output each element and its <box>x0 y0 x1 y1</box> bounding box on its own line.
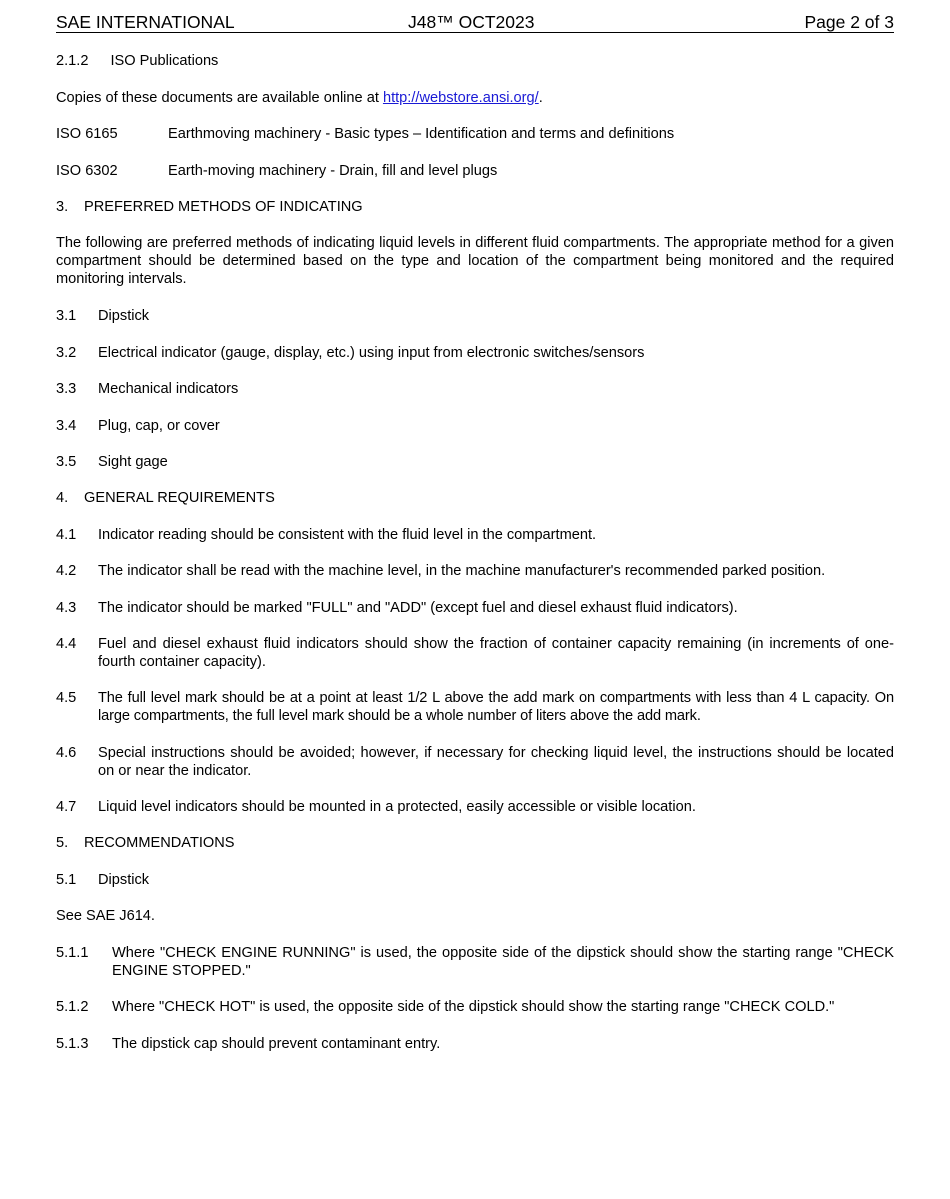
iso-description: Earth-moving machinery - Drain, fill and level plugs <box>168 163 498 179</box>
section-5-heading <box>56 834 894 852</box>
list-item <box>56 417 894 435</box>
list-item <box>56 526 894 544</box>
item-number: 4.3 <box>56 600 77 616</box>
section-title: PREFERRED METHODS OF INDICATING <box>84 199 363 215</box>
item-number: 3.5 <box>56 454 77 470</box>
item-text: Mechanical indicators <box>98 381 239 397</box>
header-org: SAE INTERNATIONAL <box>56 12 235 32</box>
list-item <box>56 1035 894 1053</box>
item-text: Sight gage <box>98 454 168 470</box>
item-text: Dipstick <box>98 872 150 888</box>
item-number: 5.1.3 <box>56 1036 89 1052</box>
iso-reference <box>56 125 894 143</box>
header-page-number: Page 2 of 3 <box>804 12 894 32</box>
section-number: 2.1.2 <box>56 53 89 69</box>
item-text: The full level mark should be at a point at least 1/2 L above the add mark on compartments with less than 4 L capacity. On large compartments, the full level mark should be a whole number of liters above the add mark. <box>98 690 894 724</box>
section-4-heading <box>56 489 894 507</box>
iso-description: Earthmoving machinery - Basic types – Identification and terms and definitions <box>168 126 675 142</box>
see-reference: See SAE J614. <box>56 908 155 924</box>
list-item <box>56 689 894 725</box>
list-item <box>56 744 894 780</box>
section-3-paragraph: The following are preferred methods of indicating liquid levels in different fluid compartments. The appropriate method for a given compartment should be determined based on the type and location of the compartment being monitored and the required monitoring intervals. <box>56 235 894 287</box>
list-item <box>56 307 894 325</box>
section-number: 5. <box>56 835 69 851</box>
list-item <box>56 599 894 617</box>
item-number: 4.5 <box>56 690 77 706</box>
item-text: The dipstick cap should prevent contaminant entry. <box>112 1036 441 1052</box>
item-number: 3.1 <box>56 308 77 324</box>
item-number: 4.6 <box>56 745 77 761</box>
list-item <box>56 562 894 580</box>
section-number: 4. <box>56 490 69 506</box>
section-2-1-2-heading <box>56 52 894 70</box>
item-number: 5.1 <box>56 872 77 888</box>
list-item <box>56 380 894 398</box>
list-item <box>56 635 894 671</box>
item-number: 5.1.2 <box>56 999 89 1015</box>
copies-period: . <box>538 90 543 106</box>
item-number: 3.4 <box>56 418 77 434</box>
section-3-heading <box>56 198 894 216</box>
iso-code: ISO 6165 <box>56 126 118 142</box>
copies-text: Copies of these documents are available online at <box>56 90 383 106</box>
iso-code: ISO 6302 <box>56 163 118 179</box>
list-item <box>56 871 894 889</box>
item-text: The indicator shall be read with the machine level, in the machine manufacturer's recommended parked position. <box>98 563 826 579</box>
item-text: The indicator should be marked "FULL" and "ADD" (except fuel and diesel exhaust fluid indicators). <box>98 600 738 616</box>
item-text: Fuel and diesel exhaust fluid indicators should show the fraction of container capacity remaining (in increments of one-fourth container capacity). <box>98 636 894 670</box>
list-item <box>56 944 894 980</box>
section-title: GENERAL REQUIREMENTS <box>84 490 275 506</box>
ansi-webstore-link[interactable]: http://webstore.ansi.org/ <box>382 90 539 106</box>
page-header <box>56 12 894 33</box>
item-number: 3.2 <box>56 345 77 361</box>
item-number: 4.2 <box>56 563 77 579</box>
item-number: 3.3 <box>56 381 77 397</box>
section-number: 3. <box>56 199 69 215</box>
list-item <box>56 453 894 471</box>
list-item <box>56 998 894 1016</box>
item-text: Indicator reading should be consistent with the fluid level in the compartment. <box>98 527 597 543</box>
item-text: Electrical indicator (gauge, display, etc.) using input from electronic switches/sensors <box>98 345 645 361</box>
section-title: ISO Publications <box>110 53 219 69</box>
copies-paragraph <box>56 89 894 107</box>
item-number: 5.1.1 <box>56 945 89 961</box>
item-text: Where "CHECK HOT" is used, the opposite side of the dipstick should show the starting range "CHECK COLD." <box>112 999 835 1015</box>
item-number: 4.1 <box>56 527 77 543</box>
item-number: 4.4 <box>56 636 77 652</box>
list-item <box>56 344 894 362</box>
section-title: RECOMMENDATIONS <box>84 835 235 851</box>
item-text: Liquid level indicators should be mounted in a protected, easily accessible or visible location. <box>98 799 696 815</box>
item-text: Dipstick <box>98 308 150 324</box>
item-text: Where "CHECK ENGINE RUNNING" is used, the opposite side of the dipstick should show the starting range "CHECK ENGINE STOPPED." <box>112 945 894 979</box>
item-text: Special instructions should be avoided; however, if necessary for checking liquid level, the instructions should be located on or near the indicator. <box>98 745 894 779</box>
item-text: Plug, cap, or cover <box>98 418 220 434</box>
header-doc-id: J48™ OCT2023 <box>408 12 535 32</box>
list-item <box>56 798 894 816</box>
iso-reference <box>56 162 894 180</box>
item-number: 4.7 <box>56 799 77 815</box>
